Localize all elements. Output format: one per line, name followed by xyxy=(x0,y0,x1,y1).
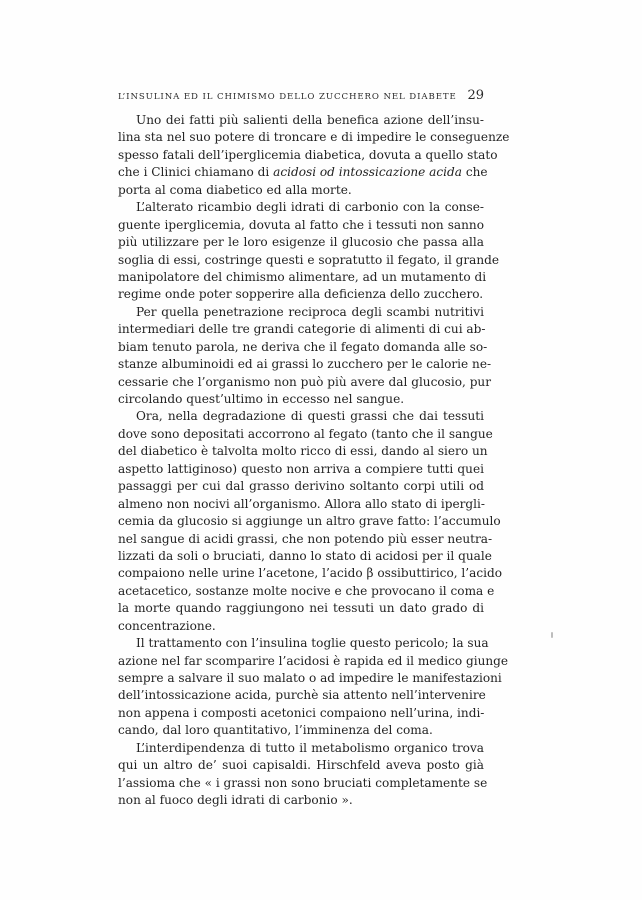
text-line: cemia da glucosio si aggiunge un altro grave fatto: l’accumulo xyxy=(118,514,501,529)
text-line: aspetto lattiginoso) questo non arriva a compiere tutti quei xyxy=(118,461,484,476)
text-line: cessarie che l’organismo non può più avere dal glucosio, pur xyxy=(118,374,492,389)
text-line: L’alterato ricambio degli idrati di carbonio con la conse- xyxy=(136,200,484,215)
text-line: guente iperglicemia, dovuta al fatto che i tessuti non sanno xyxy=(118,217,484,232)
text-line: del diabetico è talvolta molto ricco di essi, dando al siero un xyxy=(118,444,488,459)
text-line: non appena i composti acetonici compaiono nell’urina, indi- xyxy=(118,705,485,720)
text-line: dove sono depositati accorrono al fegato (tanto che il sangue xyxy=(118,426,493,441)
text-line: soglia di essi, costringe questi e sopratutto il fegato, il grande xyxy=(118,252,500,267)
text-line xyxy=(118,164,488,181)
text-line: circolando quest’ultimo in eccesso nel sangue. xyxy=(118,392,405,406)
text-line: passaggi per cui dal grasso derivino soltanto corpi utili od xyxy=(118,479,484,494)
text-line: nel sangue di acidi grassi, che non potendo più esser neutra- xyxy=(118,531,493,546)
text-line: regime onde poter sopperire alla deficienza dello zucchero. xyxy=(118,287,484,302)
text-line-start: che i Clinici chiamano di xyxy=(118,165,270,180)
paper-speck xyxy=(551,632,553,638)
text-line-end: che xyxy=(465,165,488,180)
text-line: la morte quando raggiungono nei tessuti un dato grado di xyxy=(118,601,484,616)
italic-term: acidosi od intossicazione acida xyxy=(273,165,462,180)
text-line: dell’intossicazione acida, purchè sia attento nell’intervenire xyxy=(118,688,486,703)
page-number: 29 xyxy=(467,88,484,103)
text-line: acetacetico, sostanze molte nocive e che provocano il coma e xyxy=(118,583,495,598)
text-line: Per quella penetrazione reciproca degli scambi nutritivi xyxy=(136,304,484,319)
text-line: L’interdipendenza di tutto il metabolismo organico trova xyxy=(136,740,484,755)
text-line: concentrazione. xyxy=(118,618,216,633)
text-line: azione nel far scomparire l’acidosi è rapida ed il medico giunge xyxy=(118,653,509,668)
text-line: l’assioma che « i grassi non sono bruciati completamente se xyxy=(118,775,488,790)
text-line: manipolatore del chimismo alimentare, ad un mutamento di xyxy=(118,269,487,284)
text-line: almeno non nocivi all’organismo. Allora allo stato di ipergli- xyxy=(118,496,485,511)
text-line: compaiono nelle urine l’acetone, l’acido β ossibuttirico, l’acido xyxy=(118,566,503,581)
text-line: lizzati da soli o bruciati, danno lo stato di acidosi per il quale xyxy=(118,548,492,563)
text-line: Uno dei fatti più salienti della benefica azione dell’insu- xyxy=(136,113,484,127)
text-line: lina sta nel suo potere di troncare e di impedire le conseguenze xyxy=(118,130,510,145)
text-line: Ora, nella degradazione di questi grassi che dai tessuti xyxy=(136,409,484,424)
text-line: stanze albuminoidi ed ai grassi lo zucchero per le calorie ne- xyxy=(118,357,492,372)
running-header xyxy=(118,90,484,106)
running-title: L’INSULINA ED IL CHIMISMO DELLO ZUCCHERO NEL DIABETE xyxy=(118,92,457,102)
text-line: cando, dal loro quantitativo, l’imminenza del coma. xyxy=(118,723,433,738)
text-line: non al fuoco degli idrati di carbonio ». xyxy=(118,793,353,808)
text-line: più utilizzare per le loro esigenze il glucosio che passa alla xyxy=(118,235,484,250)
text-line: Il trattamento con l’insulina toglie questo pericolo; la sua xyxy=(136,636,489,651)
text-line: biam tenuto parola, ne deriva che il fegato domanda alle so- xyxy=(118,339,488,354)
text-line: porta al coma diabetico ed alla morte. xyxy=(118,182,352,197)
text-line: spesso fatali dell’iperglicemia diabetica, dovuta a quello stato xyxy=(118,147,498,162)
body-text xyxy=(118,112,510,810)
text-line: intermediari delle tre grandi categorie di alimenti di cui ab- xyxy=(118,322,486,337)
text-line: qui un altro de’ suoi capisaldi. Hirschfeld aveva posto già xyxy=(118,758,484,773)
text-line: sempre a salvare il suo malato o ad impedire le manifestazioni xyxy=(118,671,502,685)
